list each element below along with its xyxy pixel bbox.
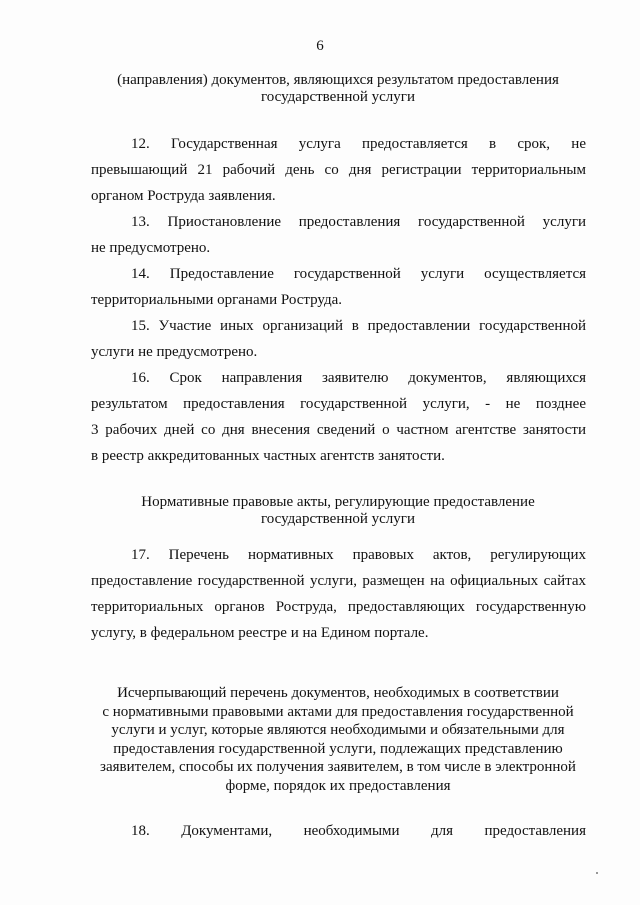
section-heading-required-documents: Исчерпывающий перечень документов, необходимых в соответствии с нормативными правовыми актами для предоставления государственной услуги и услуг, которые являются необходимыми и обязательными для предоставления государственной услуги, подлежащих представлению заявителем, способы их получения заявителем, в том числе в электронной форме, порядок их предоставления bbox=[100, 685, 576, 794]
paragraph-17: 17. Перечень нормативных правовых актов, регулирующих предоставление государственной услуги, размещен на официальных сайтах территориальных органов Роструда, предоставляющих государственную услугу, в федеральном реестре и на Едином портале. bbox=[91, 547, 586, 641]
scan-speck bbox=[596, 872, 598, 874]
paragraph-16: 16. Срок направления заявителю документов, являющихся результатом предоставления государственной услуги, - не позднее 3 рабочих дней со дня внесения сведений о частном агентстве занятости в реестр аккредитованных частных агентств занятости. bbox=[91, 370, 586, 464]
paragraph-18: 18. Документами, необходимыми для предоставления bbox=[131, 823, 586, 839]
paragraph-12: 12. Государственная услуга предоставляется в срок, не превышающий 21 рабочий день со дня регистрации территориальным органом Роструда заявления. bbox=[91, 136, 586, 204]
page-number: 6 bbox=[316, 38, 324, 54]
paragraph-14: 14. Предоставление государственной услуги осуществляется территориальными органами Роструда. bbox=[91, 266, 586, 308]
section-heading-result-documents: (направления) документов, являющихся результатом предоставления государственной услуги bbox=[117, 72, 559, 105]
paragraph-15: 15. Участие иных организаций в предоставлении государственной услуги не предусмотрено. bbox=[91, 318, 586, 360]
section-heading-legal-acts: Нормативные правовые акты, регулирующие предоставление государственной услуги bbox=[141, 494, 535, 527]
paragraph-13: 13. Приостановление предоставления государственной услуги не предусмотрено. bbox=[91, 214, 586, 256]
